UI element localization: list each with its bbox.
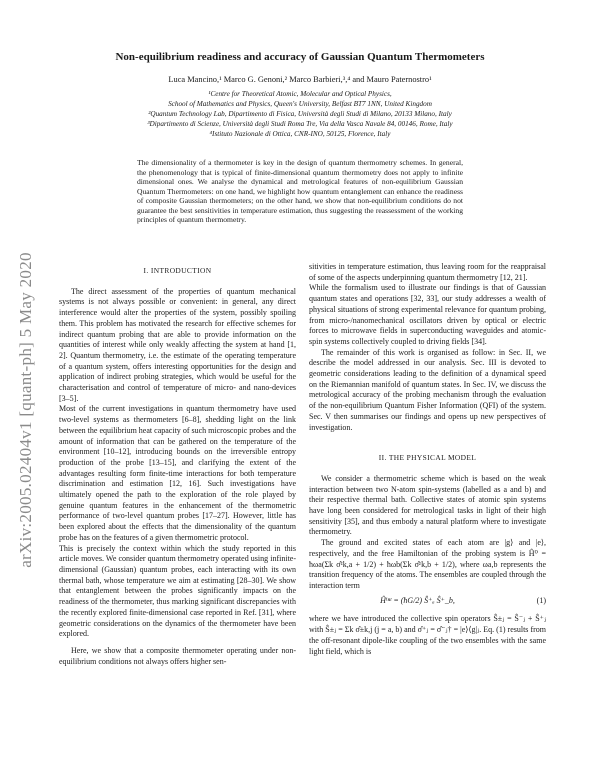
body-paragraph: Most of the current investigations in quantum thermometry have used two-level systems as thermometers [6–8], shedding light on the link between the equilibrium heat capacity of such microscopic probes and the amount of information that can be gathered on the temperature of the environment [10–12], introducing bounds on the irreversible entropy production of the probe [13–15], and clarifying the extent of the advantages resulting form finite-time interactions for both temperature discrimination and estimation [12, 16]. Such investigations have ultimately opened the path to the exploration of the role played by genuine quantum features in the enhancement of the thermometric performance of two-level quantum probes [17–27]. However, little has been explored about the effects that the dimensionality of the quantum probe has on the features of a given thermometric protocol. xyxy=(59,404,296,542)
affiliation-list xyxy=(70,89,530,139)
affiliation-line: ³Dipartimento di Scienze, Università degli Studi Roma Tre, Via della Vasca Navale 84, 00146, Rome, Italy xyxy=(147,120,453,128)
arxiv-identifier[interactable]: arXiv:2005.02404v1 [quant-ph] 5 May 2020 xyxy=(16,252,35,568)
body-paragraph: The ground and excited states of each atom are |g⟩ and |e⟩, respectively, and the free Hamiltonian of the probing system is Ĥ⁰ = ħωa(Σk σ̂ᶻk,a + 1/2) + ħωb(Σk σ̂ᶻk,b + 1/2), where ωa,b represents the transition frequency of the atoms. The ensembles are coupled through the interaction term xyxy=(309,538,546,590)
body-paragraph: This is precisely the context within which the study reported in this article moves. We consider quantum thermometry operated using infinite-dimensional (Gaussian) quantum probes, each interacting with its own thermal bath, whose temperature we aim at estimating [28–30]. We show that entanglement between the probes significantly impacts on the readiness of the thermometer, thus marking significant discrepancies with the recently explored finite-dimensional case reported in Ref. [31], where geometric considerations on the dynamics of the thermometer have been explored. xyxy=(59,543,296,639)
section-heading-physical-model: II. THE PHYSICAL MODEL xyxy=(378,453,477,463)
equation-expression: Ĥⁱⁿᵗ = (ħG/2) Ŝ⁺ₐ Ŝ⁺_b, xyxy=(380,595,455,605)
section-heading-introduction: I. INTRODUCTION xyxy=(143,266,212,275)
affiliation-line: ⁴Istituto Nazionale di Ottica, CNR-INO, 50125, Florence, Italy xyxy=(209,130,391,138)
equation-1 xyxy=(309,596,546,607)
body-paragraph: Here, we show that a composite thermometer operating under non-equilibrium conditions not always offers higher sen- xyxy=(59,645,296,666)
affiliation-line: School of Mathematics and Physics, Queen's University, Belfast BT7 1NN, United Kingdom xyxy=(168,100,432,108)
affiliation-line: ²Quantum Technology Lab, Dipartimento di Fisica, Università degli Studi di Milano, 20133 Milano, Italy xyxy=(148,110,452,118)
arxiv-stamp xyxy=(14,200,38,620)
right-column xyxy=(309,262,546,657)
abstract: The dimensionality of a thermometer is key in the design of quantum thermometry schemes. In general, the phenomenology that is typical of finite-dimensional quantum thermometry does not apply to infinite dimensional ones. We analyse the dynamical and metrological features of non-equilibrium Gaussian Quantum Thermometers: on one hand, we highlight how quantum entanglement can enhance the readiness of composite Gaussian thermometers; on the other hand, we show that non-equilibrium conditions do not guarantee the best sensitivities in temperature estimation, thus suggesting the reassessment of the working principles of quantum thermometry. xyxy=(137,158,463,224)
body-paragraph: where we have introduced the collective spin operators Ŝ±ⱼ = Ŝ⁻ⱼ + Ŝ⁺ⱼ with Ŝ±ⱼ = Σk σ̂±k,j (j = a, b) and σ̂⁺ⱼ = σ̂⁻ⱼ† = |e⟩⟨g|ⱼ. Eq. (1) results from the off-resonant dipole-like coupling of the two ensembles with the same light field, which is xyxy=(309,614,546,656)
body-paragraph: The direct assessment of the properties of quantum mechanical systems is not always possible or convenient: in general, any direct interference would alter the properties of the system, possibly spoiling them. This problem has motivated the research for effective schemes for indirect quantum probing that are able to provide information on the quantities of interest while only weakly affecting the system at hand [1, 2]. Quantum thermometry, i.e. the estimate of the operating temperature of a quantum system, offers interesting opportunities for the design and application of indirect probing strategies, which would be useful for the characterisation and control of temperature of micro- and nano-devices [3–5]. xyxy=(59,286,296,403)
left-column xyxy=(59,262,296,667)
paper-title: Non-equilibrium readiness and accuracy of Gaussian Quantum Thermometers xyxy=(115,51,485,63)
body-paragraph: We consider a thermometric scheme which is based on the weak interaction between two N-atom spin-systems (labelled as a and b) and their respective thermal bath. Collective states of atomic spin systems have long been considered for metrological tasks in light of their high sensitivity [35], and thus embody a natural platform where to investigate thermometry. xyxy=(309,473,546,537)
author-list: Luca Mancino,¹ Marco G. Genoni,² Marco Barbieri,³,⁴ and Mauro Paternostro¹ xyxy=(168,75,432,84)
body-paragraph: sitivities in temperature estimation, thus leaving room for the reappraisal of some of the aspects underpinning quantum thermometry [12, 21]. xyxy=(309,262,546,282)
affiliation-line: ¹Centre for Theoretical Atomic, Molecular and Optical Physics, xyxy=(208,90,392,98)
body-paragraph: The remainder of this work is organised as follow: in Sec. II, we describe the model addressed in our analysis. Sec. III is devoted to geometric considerations leading to the definition of a dynamical speed on the Riemannian manifold of quantum states. In Sec. IV, we discuss the metrological accuracy of the probing mechanism through the evaluation of the non-equilibrium Quantum Fisher Information (QFI) of the system. Sec. V then summarises our findings and opens up new perspectives of investigation. xyxy=(309,347,546,432)
body-paragraph: While the formalism used to illustrate our findings is that of Gaussian quantum states and operations [32, 33], our study addresses a wealth of physical situations of strong experimental relevance for quantum probing, from micro-/nanomechanical oscillators driven by optical or electric forces to microwave fields in superconducting waveguides and atomic-spin systems collectively coupled to driving fields [34]. xyxy=(309,283,546,346)
equation-number: (1) xyxy=(536,595,546,605)
